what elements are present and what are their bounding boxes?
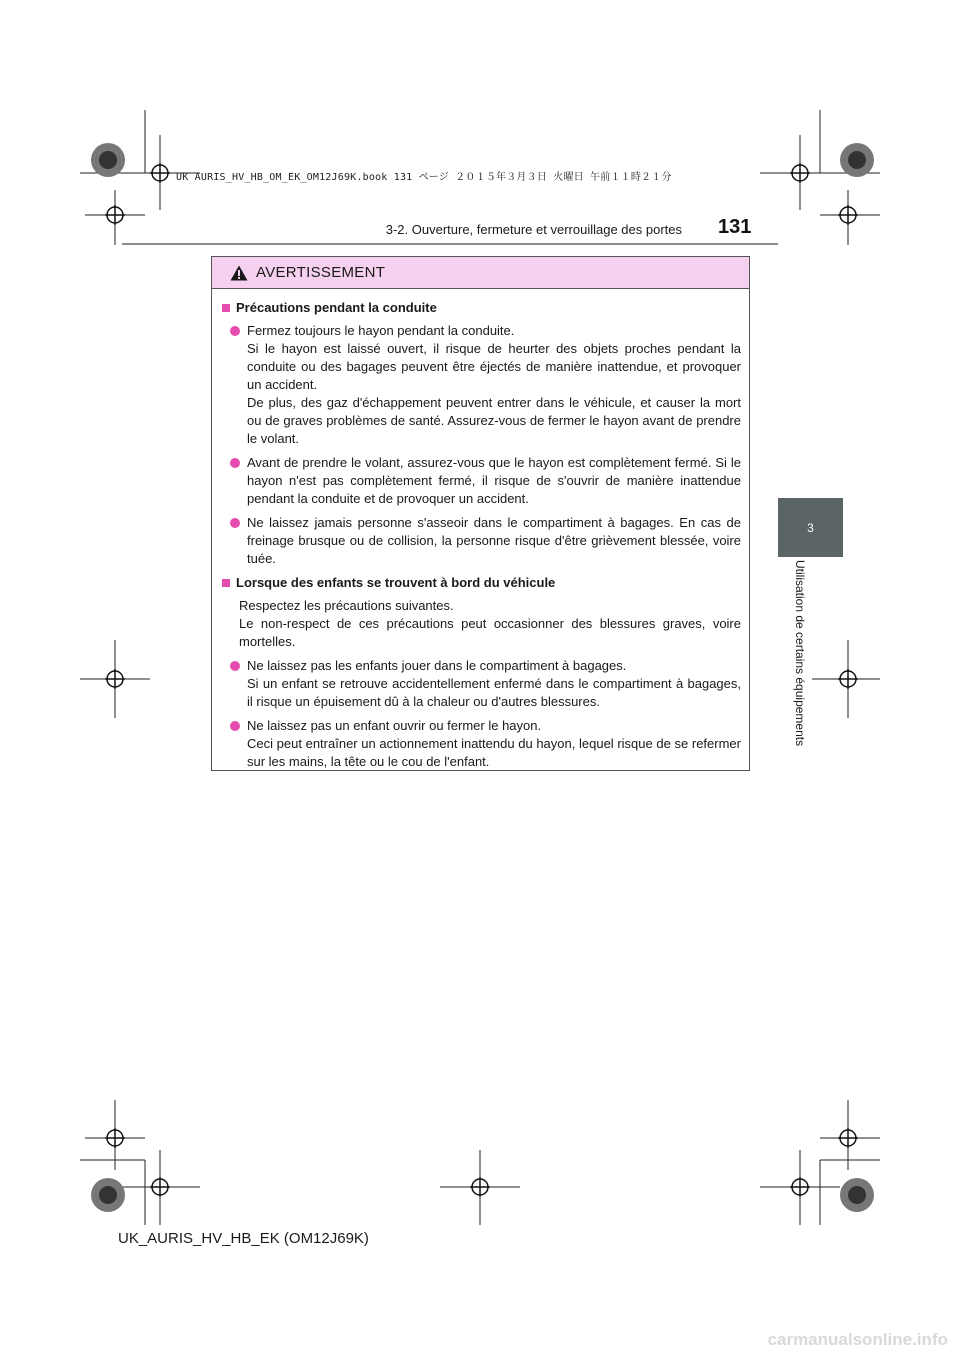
chapter-title-wrap [790, 560, 810, 770]
print-info: UK AURIS_HV_HB_OM_EK_OM12J69K.book 131 ページ ２０１５年３月３日 火曜日 午前１１時２１分 [176, 172, 672, 183]
model-code: UK_AURIS_HV_HB_EK (OM12J69K) [118, 1230, 369, 1247]
chapter-number: 3 [807, 520, 814, 535]
dot-bullet-icon [230, 458, 240, 468]
item-line: Avant de prendre le volant, assurez-vous que le hayon est complètement fermé. Si le hayon n'est pas complètement fermé, il risque de s'ouvrir de manière inattendue pendant la conduite et de provoquer un accident. [247, 455, 741, 506]
chapter-title: Utilisation de certains équipements [793, 560, 807, 747]
dot-bullet-icon [230, 721, 240, 731]
warning-body [212, 289, 749, 771]
dot-bullet-icon [230, 326, 240, 336]
square-bullet-icon [222, 579, 230, 587]
list-item [220, 514, 741, 568]
section-heading [220, 299, 741, 317]
dot-bullet-icon [230, 518, 240, 528]
section-intro [220, 597, 741, 651]
warning-box [211, 256, 750, 771]
intro-line: Respectez les précautions suivantes. [239, 598, 454, 613]
warning-triangle-icon [230, 265, 248, 281]
item-line: Si le hayon est laissé ouvert, il risque de heurter des objets proches pendant la conduite ou des bagages peuvent être éjectés de manière inattendue, et provoquer un accident. [247, 341, 741, 392]
list-item [220, 454, 741, 508]
square-bullet-icon [222, 304, 230, 312]
warning-title: AVERTISSEMENT [256, 264, 386, 281]
dot-bullet-icon [230, 661, 240, 671]
item-line: Ne laissez pas les enfants jouer dans le compartiment à bagages. [247, 658, 627, 673]
item-line: Ceci peut entraîner un actionnement inattendu du hayon, lequel risque de se refermer sur les mains, la tête ou le cou de l'enfant. [247, 736, 741, 769]
item-line: Ne laissez pas un enfant ouvrir ou fermer le hayon. [247, 718, 542, 733]
list-item [220, 717, 741, 771]
section-title: 3-2. Ouverture, fermeture et verrouillage des portes [385, 222, 682, 237]
header-rule [122, 243, 778, 245]
page-number: 131 [718, 216, 752, 238]
watermark: carmanualsonline.info [767, 1330, 948, 1349]
item-line: De plus, des gaz d'échappement peuvent entrer dans le véhicule, et causer la mort ou de graves problèmes de santé. Assurez-vous de fermer le hayon avant de prendre le volant. [247, 395, 741, 446]
list-item [220, 657, 741, 711]
section-heading-text: Précautions pendant la conduite [236, 300, 437, 315]
intro-line: Le non-respect de ces précautions peut occasionner des blessures graves, voire mortelles. [239, 616, 741, 649]
item-line: Ne laissez jamais personne s'asseoir dans le compartiment à bagages. En cas de freinage brusque ou de collision, la personne risque d'être grièvement blessée, voire tuée. [247, 515, 741, 566]
list-item [220, 322, 741, 448]
item-line: Si un enfant se retrouve accidentellement enfermé dans le compartiment à bagages, il risque un épuisement dû à la chaleur ou d'autres blessures. [247, 676, 741, 709]
warning-header [212, 257, 749, 289]
chapter-tab [778, 498, 843, 557]
item-line: Fermez toujours le hayon pendant la conduite. [247, 323, 515, 338]
section-heading-text: Lorsque des enfants se trouvent à bord du véhicule [236, 575, 556, 590]
section-heading [220, 574, 741, 592]
